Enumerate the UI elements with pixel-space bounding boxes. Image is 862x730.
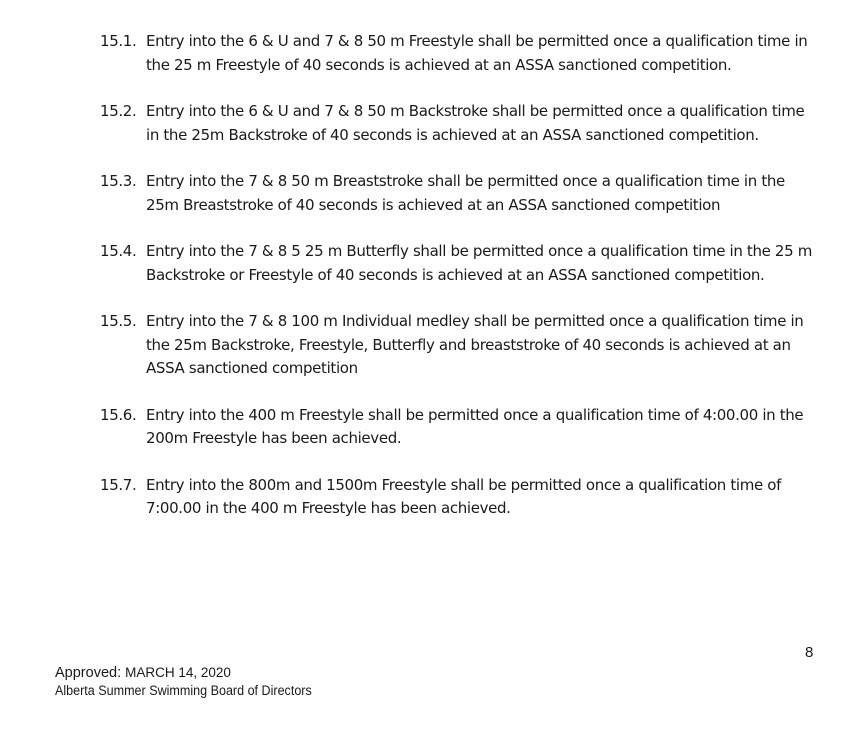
rule-number: 15.2. <box>100 102 137 120</box>
rule-text: Entry into the 800m and 1500m Freestyle shall be permitted once a qualification time of 7:00.00 in the 400 m Freestyle has been achieved. <box>146 475 782 517</box>
rule-item <box>100 240 820 287</box>
page-number: 8 <box>805 644 814 661</box>
rule-number: 15.1. <box>100 32 137 50</box>
rule-number: 15.7. <box>100 475 137 494</box>
rule-text: Entry into the 7 & 8 50 m Breaststroke shall be permitted once a qualification time in the 25m Breaststroke of 40 seconds is achieved at an ASSA sanctioned competition <box>146 172 785 214</box>
rule-text: Entry into the 7 & 8 100 m Individual medley shall be permitted once a qualification time in the 25m Backstroke, Freestyle, Butterfly and breaststroke of 40 seconds is achieved at an ASSA sanctioned competition <box>146 312 804 377</box>
footer <box>55 664 331 700</box>
rule-item <box>100 100 820 147</box>
rule-text: Entry into the 6 & U and 7 & 8 50 m Backstroke shall be permitted once a qualification time in the 25m Backstroke of 40 seconds is achieved at an ASSA sanctioned competition. <box>146 102 805 144</box>
rule-number: 15.3. <box>100 172 137 190</box>
approved-date: MARCH 14, 2020 <box>125 665 231 680</box>
rule-item <box>100 170 820 217</box>
rule-item <box>100 474 820 521</box>
rules-list <box>100 30 820 521</box>
rule-item <box>100 310 820 381</box>
rule-number: 15.6. <box>100 405 137 424</box>
rule-text: Entry into the 6 & U and 7 & 8 50 m Freestyle shall be permitted once a qualification time in the 25 m Freestyle of 40 seconds is achieved at an ASSA sanctioned competition. <box>146 32 808 74</box>
rule-item <box>100 404 820 451</box>
approved-label: Approved: <box>55 665 126 681</box>
rule-number: 15.4. <box>100 242 137 260</box>
rule-item <box>100 30 820 77</box>
rule-number: 15.5. <box>100 312 137 330</box>
rule-text: Entry into the 7 & 8 5 25 m Butterfly shall be permitted once a qualification time in the 25 m Backstroke or Freestyle of 40 seconds is achieved at an ASSA sanctioned competition. <box>146 242 812 284</box>
rule-text: Entry into the 400 m Freestyle shall be permitted once a qualification time of 4:00.00 in the 200m Freestyle has been achieved. <box>146 405 804 447</box>
approval-line <box>55 664 331 682</box>
organization-name: Alberta Summer Swimming Board of Directors <box>55 683 312 698</box>
